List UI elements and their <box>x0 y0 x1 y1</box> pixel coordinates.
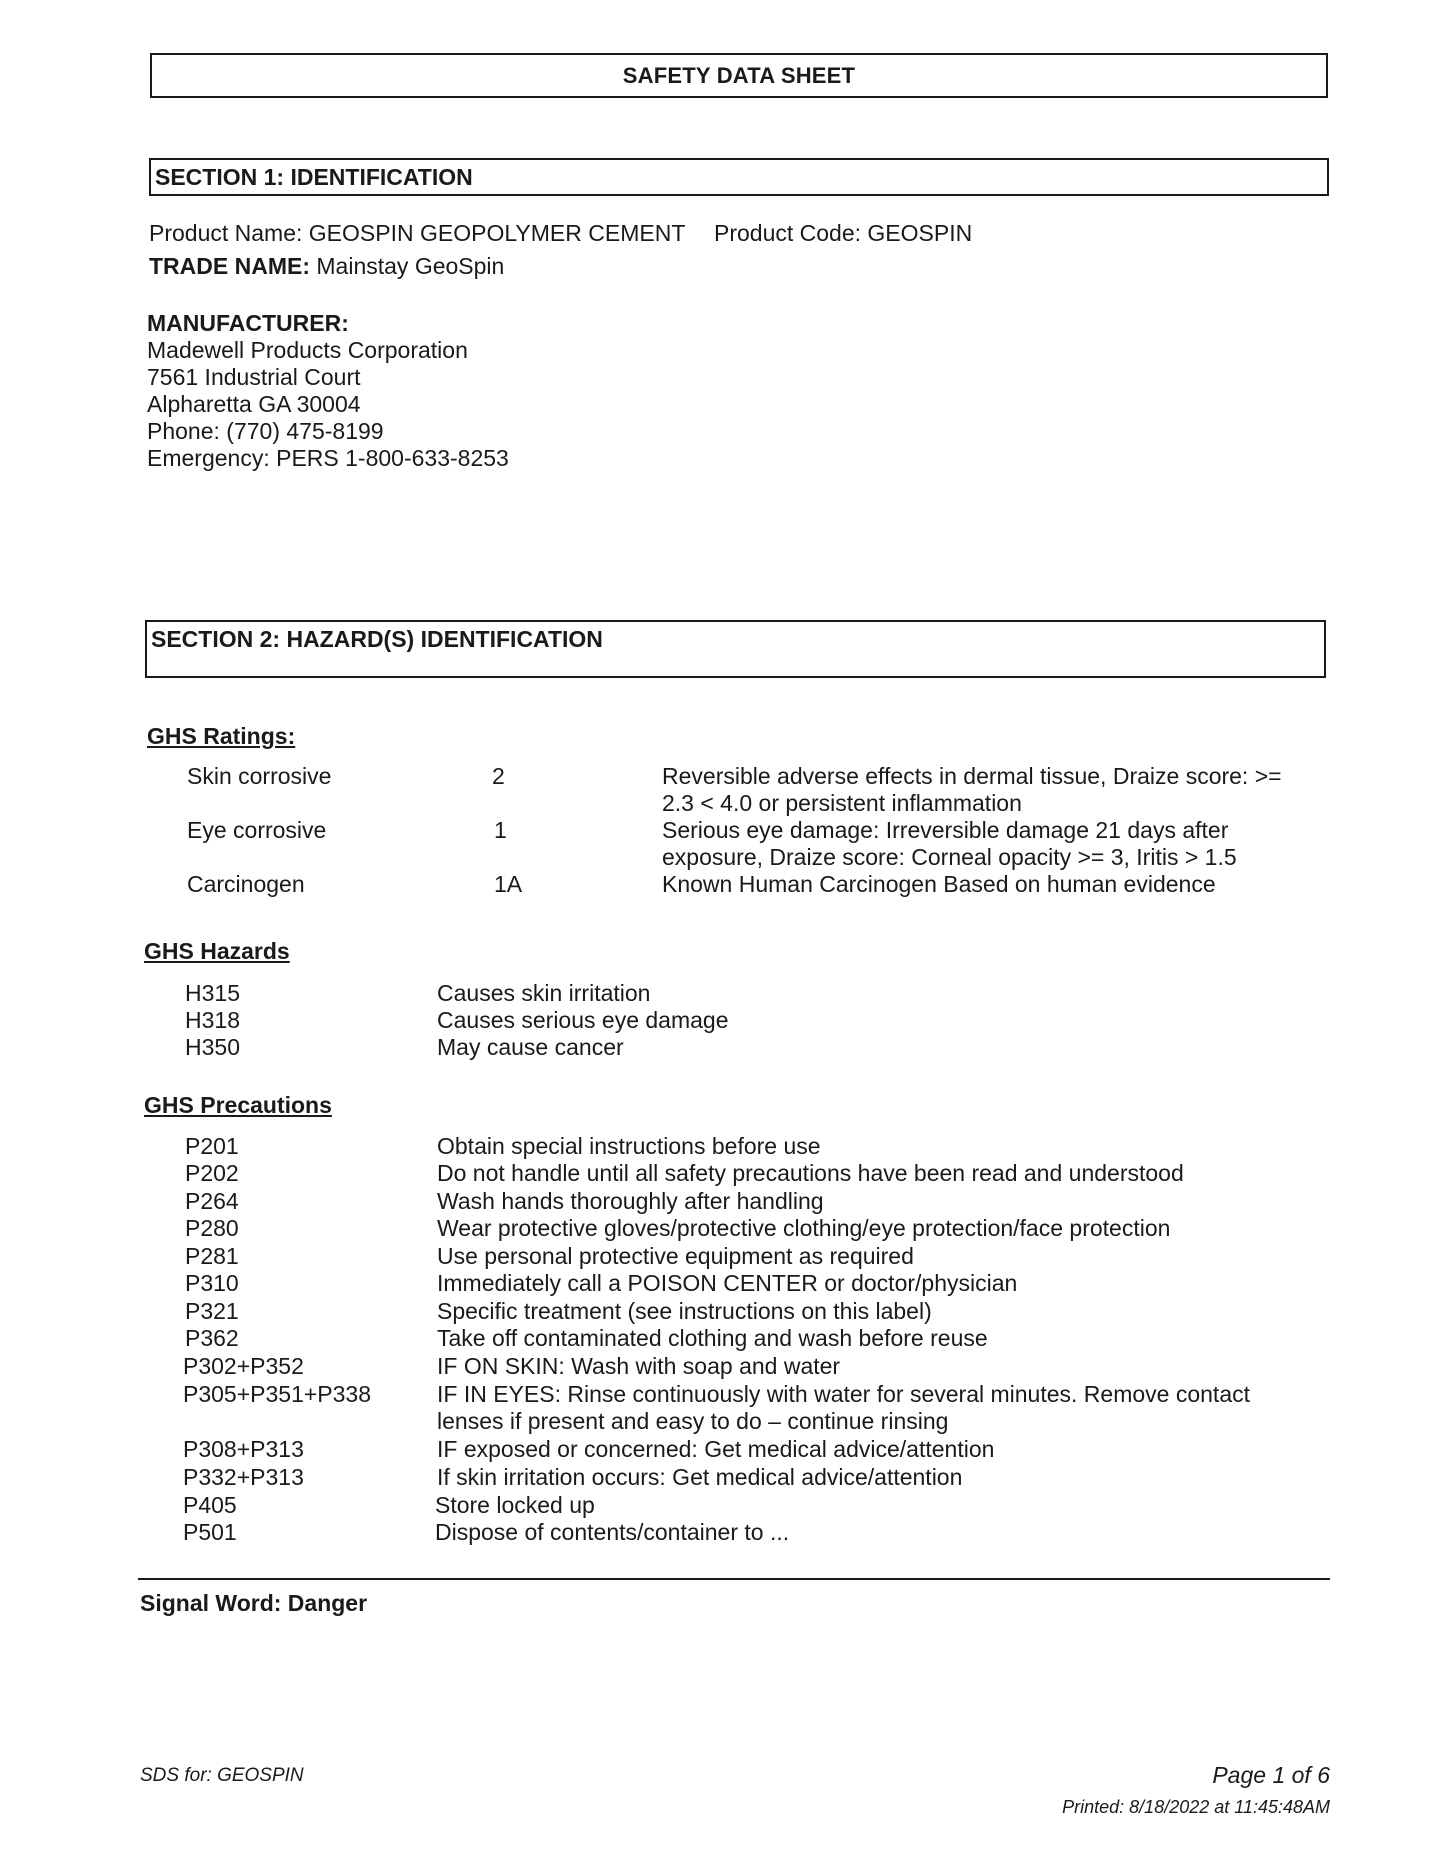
precaution-text-line: lenses if present and easy to do – continue rinsing <box>437 1408 949 1434</box>
precaution-code: P305+P351+P338 <box>183 1381 372 1407</box>
hazard-text: Causes serious eye damage <box>437 1007 729 1033</box>
rating-name: Skin corrosive <box>187 763 332 789</box>
product-name: GEOSPIN GEOPOLYMER CEMENT <box>308 220 686 246</box>
hazard-text: May cause cancer <box>437 1034 624 1060</box>
rating-category: 1 <box>494 817 507 843</box>
precaution-code: P332+P313 <box>183 1464 304 1490</box>
precaution-text: IF exposed or concerned: Get medical advice/attention <box>437 1436 995 1462</box>
precaution-code: P264 <box>185 1188 239 1214</box>
ghs-hazards-title: GHS Hazards <box>144 938 290 964</box>
precaution-text: If skin irritation occurs: Get medical advice/attention <box>437 1464 963 1490</box>
rating-description-line: Reversible adverse effects in dermal tissue, Draize score: >= <box>662 763 1282 789</box>
ghs-ratings-title: GHS Ratings: <box>147 723 296 749</box>
section-1-header-box <box>149 158 1329 196</box>
precaution-text: Store locked up <box>435 1492 595 1518</box>
precaution-text: IF ON SKIN: Wash with soap and water <box>437 1353 841 1379</box>
rating-name: Eye corrosive <box>187 817 327 843</box>
manufacturer-line: Phone: (770) 475-8199 <box>147 418 384 444</box>
precaution-text: Use personal protective equipment as required <box>437 1243 914 1269</box>
manufacturer-line: Emergency: PERS 1-800-633-8253 <box>147 445 509 471</box>
divider-line <box>138 1578 1330 1580</box>
precaution-text: Obtain special instructions before use <box>437 1133 821 1159</box>
ghs-precautions-title: GHS Precautions <box>144 1092 332 1118</box>
rating-description-line: 2.3 < 4.0 or persistent inflammation <box>662 790 1022 816</box>
footer-sds-for: SDS for: GEOSPIN <box>140 1765 304 1786</box>
rating-description <box>662 817 1237 871</box>
section-2-header-box <box>145 620 1326 678</box>
precaution-code: P280 <box>185 1215 239 1241</box>
precaution-code: P281 <box>185 1243 239 1269</box>
hazard-code: H350 <box>185 1034 240 1060</box>
precaution-text: Specific treatment (see instructions on this label) <box>437 1298 932 1324</box>
manufacturer-line: 7561 Industrial Court <box>147 364 361 390</box>
hazard-text: Causes skin irritation <box>437 980 651 1006</box>
precaution-text: Take off contaminated clothing and wash before reuse <box>437 1325 988 1351</box>
precaution-code: P321 <box>185 1298 239 1324</box>
precaution-text: Dispose of contents/container to ... <box>435 1519 790 1545</box>
document-title-box <box>150 53 1328 98</box>
precaution-code: P501 <box>183 1519 237 1545</box>
precaution-code: P405 <box>183 1492 237 1518</box>
trade-name-label: TRADE NAME: <box>149 253 310 279</box>
section-2-header: SECTION 2: HAZARD(S) IDENTIFICATION <box>151 626 603 652</box>
precaution-text: Wash hands thoroughly after handling <box>437 1188 824 1214</box>
rating-description <box>662 763 1282 817</box>
product-code-line <box>714 220 972 247</box>
manufacturer-line: Alpharetta GA 30004 <box>147 391 361 417</box>
rating-category: 1A <box>494 871 523 897</box>
precaution-text: Immediately call a POISON CENTER or doctor/physician <box>437 1270 1018 1296</box>
trade-name: Mainstay GeoSpin <box>316 253 505 279</box>
product-code-label: Product Code: <box>714 220 862 246</box>
document-title: SAFETY DATA SHEET <box>622 63 856 88</box>
precaution-code: P310 <box>185 1270 239 1296</box>
section-1-header: SECTION 1: IDENTIFICATION <box>155 164 473 190</box>
manufacturer-label: MANUFACTURER: <box>147 310 349 336</box>
precaution-code: P302+P352 <box>183 1353 304 1379</box>
signal-word: Signal Word: Danger <box>140 1590 368 1616</box>
rating-description-line: Known Human Carcinogen Based on human evidence <box>662 871 1216 897</box>
rating-category: 2 <box>492 763 505 789</box>
precaution-code: P308+P313 <box>183 1436 304 1462</box>
precaution-code: P201 <box>185 1133 239 1159</box>
rating-description <box>662 871 1216 898</box>
trade-name-line <box>149 253 504 280</box>
precaution-text <box>437 1381 1250 1435</box>
precaution-text: Wear protective gloves/protective clothing/eye protection/face protection <box>437 1215 1171 1241</box>
hazard-code: H315 <box>185 980 240 1006</box>
precaution-text: Do not handle until all safety precautions have been read and understood <box>437 1160 1184 1186</box>
rating-description-line: Serious eye damage: Irreversible damage 21 days after <box>662 817 1229 843</box>
product-name-label: Product Name: <box>149 220 303 246</box>
rating-description-line: exposure, Draize score: Corneal opacity >= 3, Iritis > 1.5 <box>662 844 1237 870</box>
precaution-code: P362 <box>185 1325 239 1351</box>
precaution-text-line: IF IN EYES: Rinse continuously with water for several minutes. Remove contact <box>437 1381 1250 1407</box>
hazard-code: H318 <box>185 1007 240 1033</box>
manufacturer-line: Madewell Products Corporation <box>147 337 468 363</box>
product-code: GEOSPIN <box>867 220 973 246</box>
footer-page-number: Page 1 of 6 <box>1212 1762 1330 1788</box>
precaution-code: P202 <box>185 1160 239 1186</box>
rating-name: Carcinogen <box>187 871 305 897</box>
product-name-line <box>149 220 685 247</box>
footer-printed: Printed: 8/18/2022 at 11:45:48AM <box>1062 1797 1330 1817</box>
